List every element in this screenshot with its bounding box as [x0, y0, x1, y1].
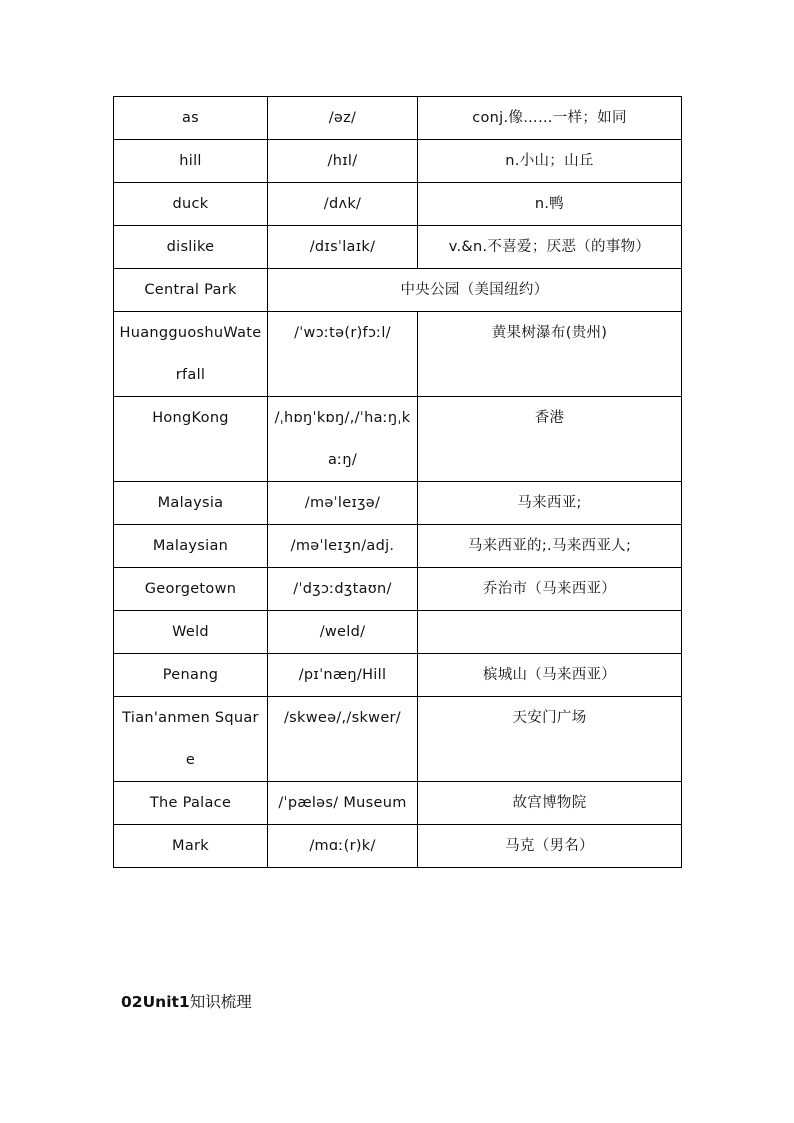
vocab-meaning-cell: conj.像……一样；如同 [418, 97, 682, 140]
vocab-row [114, 782, 682, 825]
vocab-word-cell: as [114, 97, 268, 140]
section-heading-prefix: 02Unit1 [121, 993, 190, 1011]
vocab-meaning-cell: 马来西亚的;.马来西亚人; [418, 525, 682, 568]
vocab-phonetic-cell: /məˈleɪʒn/adj. [268, 525, 418, 568]
vocab-phonetic-cell: /ˌhɒŋˈkɒŋ/,/ˈhaːŋˌkaːŋ/ [268, 397, 418, 482]
vocab-row [114, 482, 682, 525]
vocab-meaning-cell: n.鸭 [418, 183, 682, 226]
vocab-word-cell: dislike [114, 226, 268, 269]
vocab-word-cell: duck [114, 183, 268, 226]
vocab-meaning-cell: 天安门广场 [418, 697, 682, 782]
vocab-row [114, 97, 682, 140]
vocab-row [114, 226, 682, 269]
section-heading-suffix: 知识梳理 [189, 993, 252, 1011]
vocab-phonetic-cell: /skweə/,/skwer/ [268, 697, 418, 782]
vocab-phonetic-cell: /əz/ [268, 97, 418, 140]
vocab-row [114, 525, 682, 568]
vocab-phonetic-cell: /ˈpæləs/ Museum [268, 782, 418, 825]
vocab-meaning-cell: v.&n.不喜爱；厌恶（的事物） [418, 226, 682, 269]
vocab-meaning-cell: n.小山；山丘 [418, 140, 682, 183]
vocabulary-table-body [114, 97, 682, 868]
vocab-row [114, 654, 682, 697]
vocab-row [114, 140, 682, 183]
vocab-phonetic-cell: /dɪsˈlaɪk/ [268, 226, 418, 269]
vocab-word-cell: hill [114, 140, 268, 183]
vocab-word-cell: Tian'anmen Square [114, 697, 268, 782]
vocab-row [114, 269, 682, 312]
vocab-meaning-cell [418, 611, 682, 654]
vocab-word-cell: Malaysian [114, 525, 268, 568]
vocab-word-cell: Malaysia [114, 482, 268, 525]
vocab-meaning-cell: 马来西亚; [418, 482, 682, 525]
vocab-word-cell: The Palace [114, 782, 268, 825]
vocab-word-cell: HongKong [114, 397, 268, 482]
vocab-word-cell: Mark [114, 825, 268, 868]
vocab-meaning-cell: 槟城山（马来西亚） [418, 654, 682, 697]
vocab-merged-cell: 中央公园（美国纽约） [268, 269, 682, 312]
vocab-phonetic-cell: /ˈdʒɔːdʒtaʊn/ [268, 568, 418, 611]
vocab-word-cell: Weld [114, 611, 268, 654]
vocab-word-cell: Georgetown [114, 568, 268, 611]
vocab-phonetic-cell: /ˈwɔːtə(r)fɔːl/ [268, 312, 418, 397]
vocab-meaning-cell: 黄果树瀑布(贵州) [418, 312, 682, 397]
vocabulary-table [113, 96, 682, 868]
vocab-row [114, 183, 682, 226]
vocab-phonetic-cell: /pɪˈnæŋ/Hill [268, 654, 418, 697]
vocab-phonetic-cell: /hɪl/ [268, 140, 418, 183]
vocab-row [114, 397, 682, 482]
vocab-word-cell: Central Park [114, 269, 268, 312]
vocab-meaning-cell: 马克（男名） [418, 825, 682, 868]
vocab-phonetic-cell: /məˈleɪʒə/ [268, 482, 418, 525]
vocab-row [114, 611, 682, 654]
vocab-row [114, 697, 682, 782]
vocab-meaning-cell: 乔治市（马来西亚） [418, 568, 682, 611]
vocab-row [114, 312, 682, 397]
vocab-word-cell: HuangguoshuWaterfall [114, 312, 268, 397]
section-heading [121, 990, 252, 1012]
vocab-phonetic-cell: /dʌk/ [268, 183, 418, 226]
vocab-phonetic-cell: /weld/ [268, 611, 418, 654]
vocab-phonetic-cell: /mɑː(r)k/ [268, 825, 418, 868]
vocab-word-cell: Penang [114, 654, 268, 697]
vocab-row [114, 825, 682, 868]
vocab-meaning-cell: 香港 [418, 397, 682, 482]
vocab-meaning-cell: 故宫博物院 [418, 782, 682, 825]
vocab-row [114, 568, 682, 611]
